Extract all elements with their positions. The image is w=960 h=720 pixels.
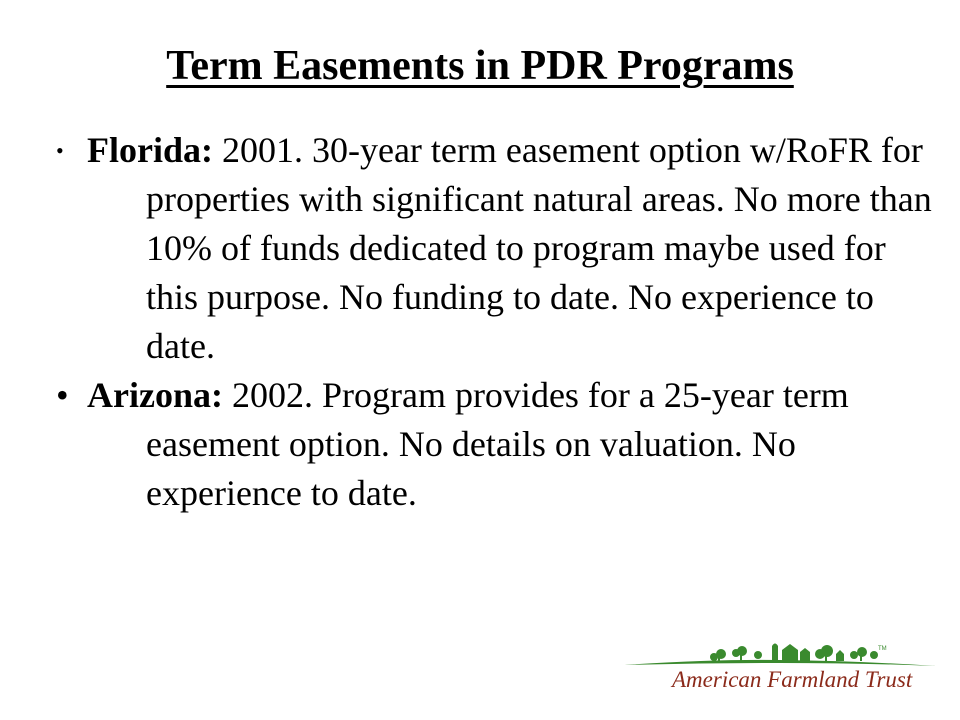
slide-title: Term Easements in PDR Programs	[166, 43, 794, 89]
bullet-dot-icon: •	[56, 375, 69, 415]
bullet-label: Florida:	[87, 130, 213, 170]
bullet-text: 2002. Program provides for a 25-year term easement option. No details on valuation. No experience to date.	[146, 375, 849, 513]
american-farmland-trust-logo	[622, 632, 938, 698]
bullet-item-arizona	[56, 371, 936, 518]
svg-text:TM: TM	[878, 646, 887, 652]
bullet-dot-icon: •	[56, 138, 64, 163]
logo-text: American Farmland Trust	[672, 667, 913, 692]
bullet-text: 2001. 30-year term easement option w/RoFR for properties with significant natural areas. No more than 10% of funds dedicated to program maybe used for this purpose. No funding to date. No experience to date.	[146, 130, 932, 366]
bullet-label: Arizona:	[87, 375, 223, 415]
bullet-item-florida	[56, 126, 936, 371]
bullet-list	[56, 126, 936, 518]
